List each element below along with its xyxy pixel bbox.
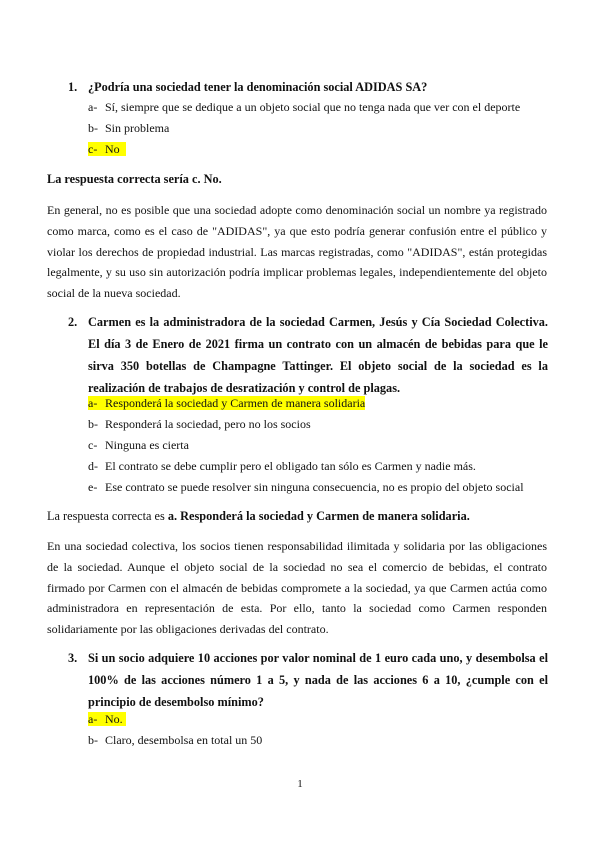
question-text: Carmen es la administradora de la sociedad Carmen, Jesús y Cía Sociedad Colectiva. El día 3 de Enero de 2021 firma un contrato con un almacén de bebidas para que le sirva 350 botellas de Champagne Tattinger. El objeto social de la sociedad es la realización de trabajos de desratización y control de plagas.	[88, 315, 548, 395]
option-letter: b-	[88, 733, 98, 747]
option-text: Sí, siempre que se dedique a un objeto social que no tenga nada que ver con el deporte	[105, 100, 521, 114]
option-letter: c-	[88, 438, 98, 452]
option-text: Ninguna es cierta	[105, 438, 189, 452]
option-2a	[88, 393, 558, 414]
option-text: Sin problema	[105, 121, 170, 135]
option-2c	[88, 435, 558, 456]
question-3	[68, 647, 548, 713]
answer-text: La respuesta correcta sería c. No.	[47, 172, 222, 186]
option-1b	[88, 118, 558, 139]
question-number: 3.	[68, 651, 78, 665]
option-letter: a-	[88, 712, 98, 726]
option-letter: b-	[88, 121, 98, 135]
answer-text: a. Responderá la sociedad y Carmen de manera solidaria.	[167, 509, 470, 523]
option-letter: a-	[88, 100, 98, 114]
answer-1	[47, 169, 557, 189]
question-text: ¿Podría una sociedad tener la denominación social ADIDAS SA?	[88, 80, 428, 94]
option-text: Ese contrato se puede resolver sin ninguna consecuencia, no es propio del objeto social	[105, 480, 524, 494]
option-letter: d-	[88, 459, 98, 473]
highlighted-option	[88, 712, 126, 726]
highlighted-option	[88, 396, 365, 410]
question-number: 2.	[68, 315, 78, 329]
answer-2	[47, 506, 557, 526]
option-3a	[88, 709, 558, 730]
option-text: Claro, desembolsa en total un 50	[105, 733, 263, 747]
options-list-1	[88, 97, 558, 160]
option-2b	[88, 414, 558, 435]
page-number: 1	[297, 778, 303, 790]
option-text: Responderá la sociedad y Carmen de manera solidaria	[105, 396, 366, 410]
highlighted-option	[88, 142, 126, 156]
option-letter: b-	[88, 417, 98, 431]
question-1	[68, 76, 548, 98]
option-text: El contrato se debe cumplir pero el obligado tan sólo es Carmen y nadie más.	[105, 459, 476, 473]
option-letter: a-	[88, 396, 98, 410]
question-number: 1.	[68, 80, 78, 94]
explanation-2: En una sociedad colectiva, los socios tienen responsabilidad ilimitada y solidaria por las obligaciones de la sociedad. Aunque el objeto social de la sociedad no sea el comercio de bebidas, el contrato firmado por Carmen con el almacén de bebidas compromete a la sociedad, ya que Carmen actúa como administradora en representación de esta. Por ello, tanto la sociedad como Carmen responden solidariamente por las obligaciones derivadas del contrato.	[47, 539, 547, 637]
option-3b	[88, 730, 558, 751]
options-list-2	[88, 393, 558, 498]
option-letter: c-	[88, 142, 98, 156]
option-text: No	[105, 142, 120, 156]
option-text: Responderá la sociedad, pero no los socios	[105, 417, 311, 431]
question-text: Si un socio adquiere 10 acciones por valor nominal de 1 euro cada uno, y desembolsa el 100% de las acciones número 1 a 5, y nada de las acciones 6 a 10, ¿cumple con el principio de desembolso mínimo?	[88, 651, 548, 709]
answer-prefix: La respuesta correcta es	[47, 509, 168, 523]
option-letter: e-	[88, 480, 98, 494]
explanation-1: En general, no es posible que una sociedad adopte como denominación social un nombre ya registrado como marca, como es el caso de "ADIDAS", ya que esto podría generar confusión entre el público y violar los derechos de propiedad industrial. Las marcas registradas, como "ADIDAS", están protegidas legalmente, y su uso sin autorización podría implicar problemas legales, independientemente del objeto social de la nueva sociedad.	[47, 203, 547, 301]
option-text: No.	[105, 712, 123, 726]
options-list-3	[88, 709, 558, 751]
option-1a	[88, 97, 558, 118]
question-2	[68, 311, 548, 399]
option-2e	[88, 477, 558, 498]
option-2d	[88, 456, 558, 477]
option-1c	[88, 139, 558, 160]
